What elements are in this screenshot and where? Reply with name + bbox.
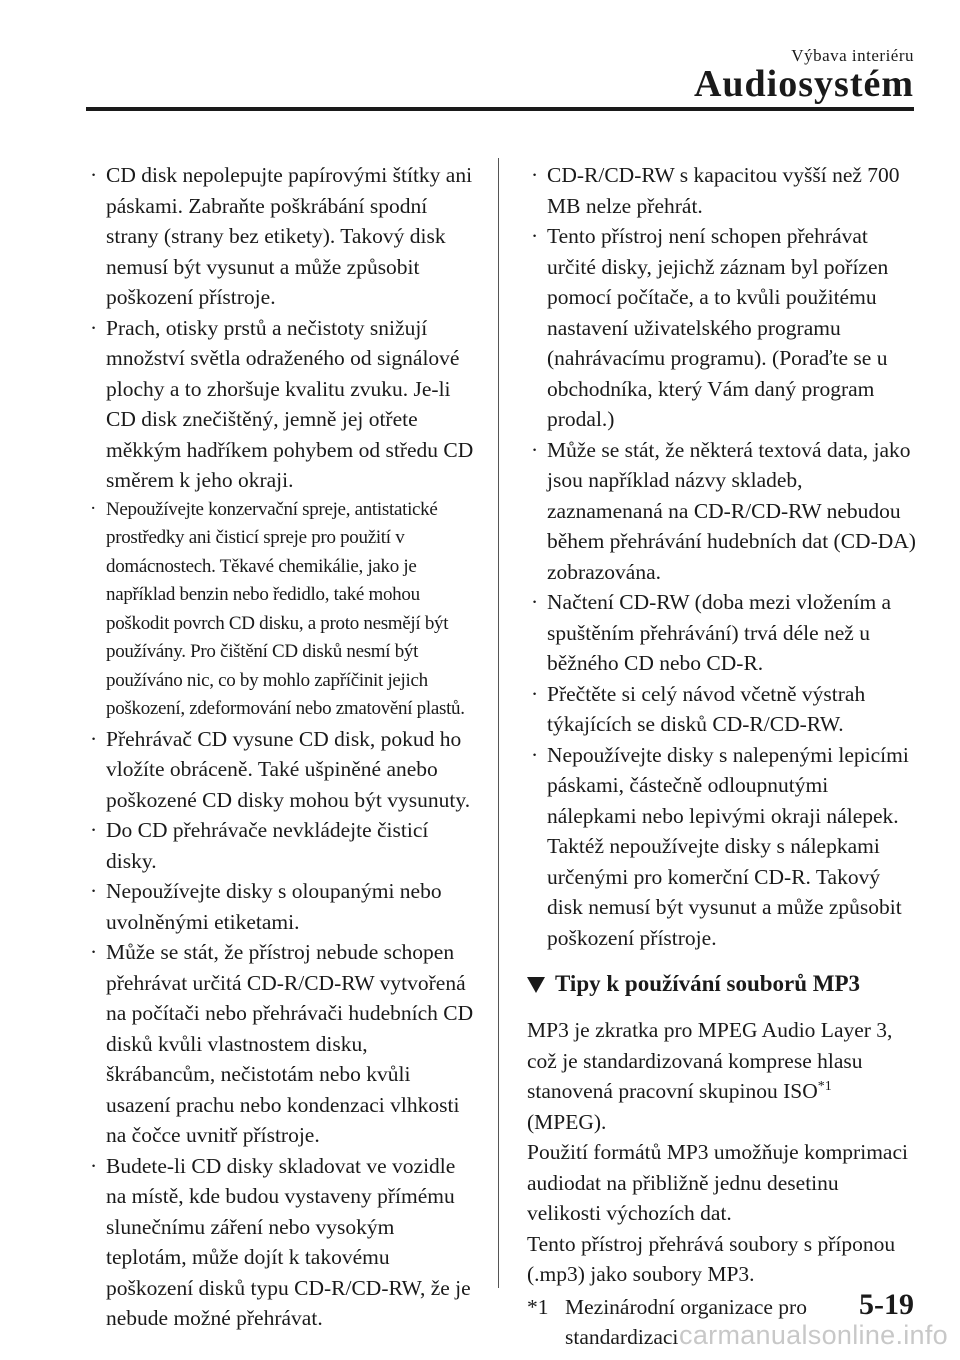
bullet-dot-icon: · xyxy=(90,879,98,903)
bullet-text: Přečtěte si celý návod včetně výstrah týkajících se disků CD-R/CD-RW. xyxy=(547,681,866,736)
bullet-text: Může se stát, že přístroj nebude schopen přehrávat určitá CD-R/CD-RW vytvořená na počítači nebo přehrávači hudebních CD disků kvůli vlastnostem disku, škrábancům, nečistotám nebo kvůli usazení prachu nebo kondenzaci vlhkosti na čočce uvnitř přístroje. xyxy=(106,940,474,1147)
bullet-item xyxy=(527,740,917,954)
footnote-mark: *1 xyxy=(527,1294,549,1319)
page-title: Audiosystém xyxy=(693,63,914,105)
bullet-item xyxy=(86,937,474,1151)
bullet-dot-icon: · xyxy=(90,1153,98,1178)
bullet-text: CD-R/CD-RW s kapacitou vyšší než 700 MB nelze přehrát. xyxy=(547,163,900,218)
bullet-text: Tento přístroj není schopen přehrávat určité disky, jejichž záznam byl pořízen pomocí počítače, a to kvůli použitému nastavení uživatelského programu (nahrávacímu programu). (Poraďte se u obchodníka, který Vám daný program prodal.) xyxy=(547,224,889,431)
bullet-text: Načtení CD-RW (doba mezi vložením a spuštěním přehrávání) trvá déle než u běžného CD nebo CD-R. xyxy=(547,590,892,675)
bullet-dot-icon: · xyxy=(531,163,539,187)
bullet-item xyxy=(527,160,917,221)
bullet-item xyxy=(527,587,917,679)
bullet-text: Prach, otisky prstů a nečistoty snižují množství světla odraženého od signálové plochy a to zhoršuje kvalitu zvuku. Je-li CD disk znečištěný, jemně jej otřete měkkým hadříkem pohybem od středu CD směrem k jeho okraji. xyxy=(106,315,474,492)
mp3-paragraph-1 xyxy=(527,1015,917,1137)
section-label: Výbava interiéru xyxy=(791,46,914,65)
bullet-item xyxy=(527,679,917,740)
bullet-dot-icon: · xyxy=(531,224,539,248)
bullet-dot-icon: · xyxy=(531,681,539,706)
mp3-heading xyxy=(527,969,917,999)
bullet-text: Do CD přehrávače nevkládejte čisticí disky. xyxy=(106,818,429,873)
bullet-dot-icon: · xyxy=(90,497,97,519)
bullet-item xyxy=(86,160,474,313)
bullet-text: CD disk nepolepujte papírovými štítky ani páskami. Zabraňte poškrábání spodní strany (strany bez etikety). Takový disk nemusí být vysunut a může způsobit poškození přístroje. xyxy=(106,163,473,309)
bullet-dot-icon: · xyxy=(90,315,98,340)
page-number: 5-19 xyxy=(859,1288,914,1321)
mp3-para1-end: (MPEG). xyxy=(527,1109,607,1134)
bullet-dot-icon: · xyxy=(531,590,539,614)
mp3-paragraph-2: Použití formátů MP3 umožňuje komprimaci audiodat na přibližně jednu desetinu velikosti výchozích dat. xyxy=(527,1140,908,1225)
bullet-item xyxy=(86,1151,474,1334)
page-header xyxy=(0,0,960,112)
bullet-dot-icon: · xyxy=(531,742,539,767)
bullet-item xyxy=(527,435,917,588)
watermark-link[interactable]: carmanualsonline.info xyxy=(679,1320,948,1350)
bullet-text: Nepoužívejte disky s oloupanými nebo uvolněnými etiketami. xyxy=(106,879,442,934)
bullet-text: Může se stát, že některá textová data, jako jsou například názvy skladeb, zaznamenaná na CD-R/CD-RW nebudou během přehrávání hudebních dat (CD-DA) zobrazována. xyxy=(547,437,916,584)
right-column xyxy=(527,160,917,1353)
header-rule xyxy=(86,107,914,111)
bullet-item xyxy=(86,876,474,937)
triangle-down-icon xyxy=(527,977,545,993)
left-bullet-list xyxy=(86,160,474,1334)
footnote-reference: *1 xyxy=(817,1078,832,1094)
bullet-dot-icon: · xyxy=(531,437,539,462)
right-bullet-list xyxy=(527,160,917,953)
mp3-heading-text: Tipy k používání souborů MP3 xyxy=(555,971,861,996)
bullet-dot-icon: · xyxy=(90,726,98,751)
bullet-text: Přehrávač CD vysune CD disk, pokud ho vložíte obráceně. Také ušpiněné anebo poškozené CD disky mohou být vysunuty. xyxy=(106,726,471,812)
mp3-para1-text: MP3 je zkratka pro MPEG Audio Layer 3, což je standardizovaná komprese hlasu stanovená pracovní skupinou ISO xyxy=(527,1018,893,1103)
bullet-dot-icon: · xyxy=(90,163,98,187)
column-divider xyxy=(498,158,499,1288)
bullet-item xyxy=(86,815,474,876)
bullet-dot-icon: · xyxy=(90,818,98,842)
bullet-item xyxy=(86,724,474,816)
bullet-text: Nepoužívejte disky s nalepenými lepicími páskami, částečně odloupnutými nálepkami nebo lepivými okraji nálepek. Taktéž nepoužívejte disky s nálepkami určenými pro komerční CD-R. Takový disk nemusí být vysunut a může způsobit poškození přístroje. xyxy=(547,742,909,950)
footnote-text: Mezinárodní organizace pro standardizaci xyxy=(565,1294,807,1349)
bullet-item xyxy=(527,221,917,435)
bullet-text: Nepoužívejte konzervační spreje, antistatické prostředky ani čisticí spreje pro použití v domácnostech. Těkavé chemikálie, jako je například benzin nebo ředidlo, také mohou poškodit povrch CD disku, a proto nesmějí být používány. Pro čištění CD disků nesmí být používáno nic, co by mohlo zapříčinit jejich poškození, zdeformování nebo zmatovění plastů. xyxy=(106,498,465,719)
mp3-paragraph-3: Tento přístroj přehrává soubory s příponou (.mp3) jako soubory MP3. xyxy=(527,1231,896,1286)
bullet-text: Budete-li CD disky skladovat ve vozidle na místě, kde budou vystaveny přímému slunečnímu záření nebo vysokým teplotám, může dojít k takovému poškození disků typu CD-R/CD-RW, že je nebude možné přehrávat. xyxy=(106,1153,471,1330)
bullet-item xyxy=(86,496,474,724)
bullet-item xyxy=(86,313,474,496)
bullet-dot-icon: · xyxy=(90,940,98,964)
left-column xyxy=(86,160,474,1334)
